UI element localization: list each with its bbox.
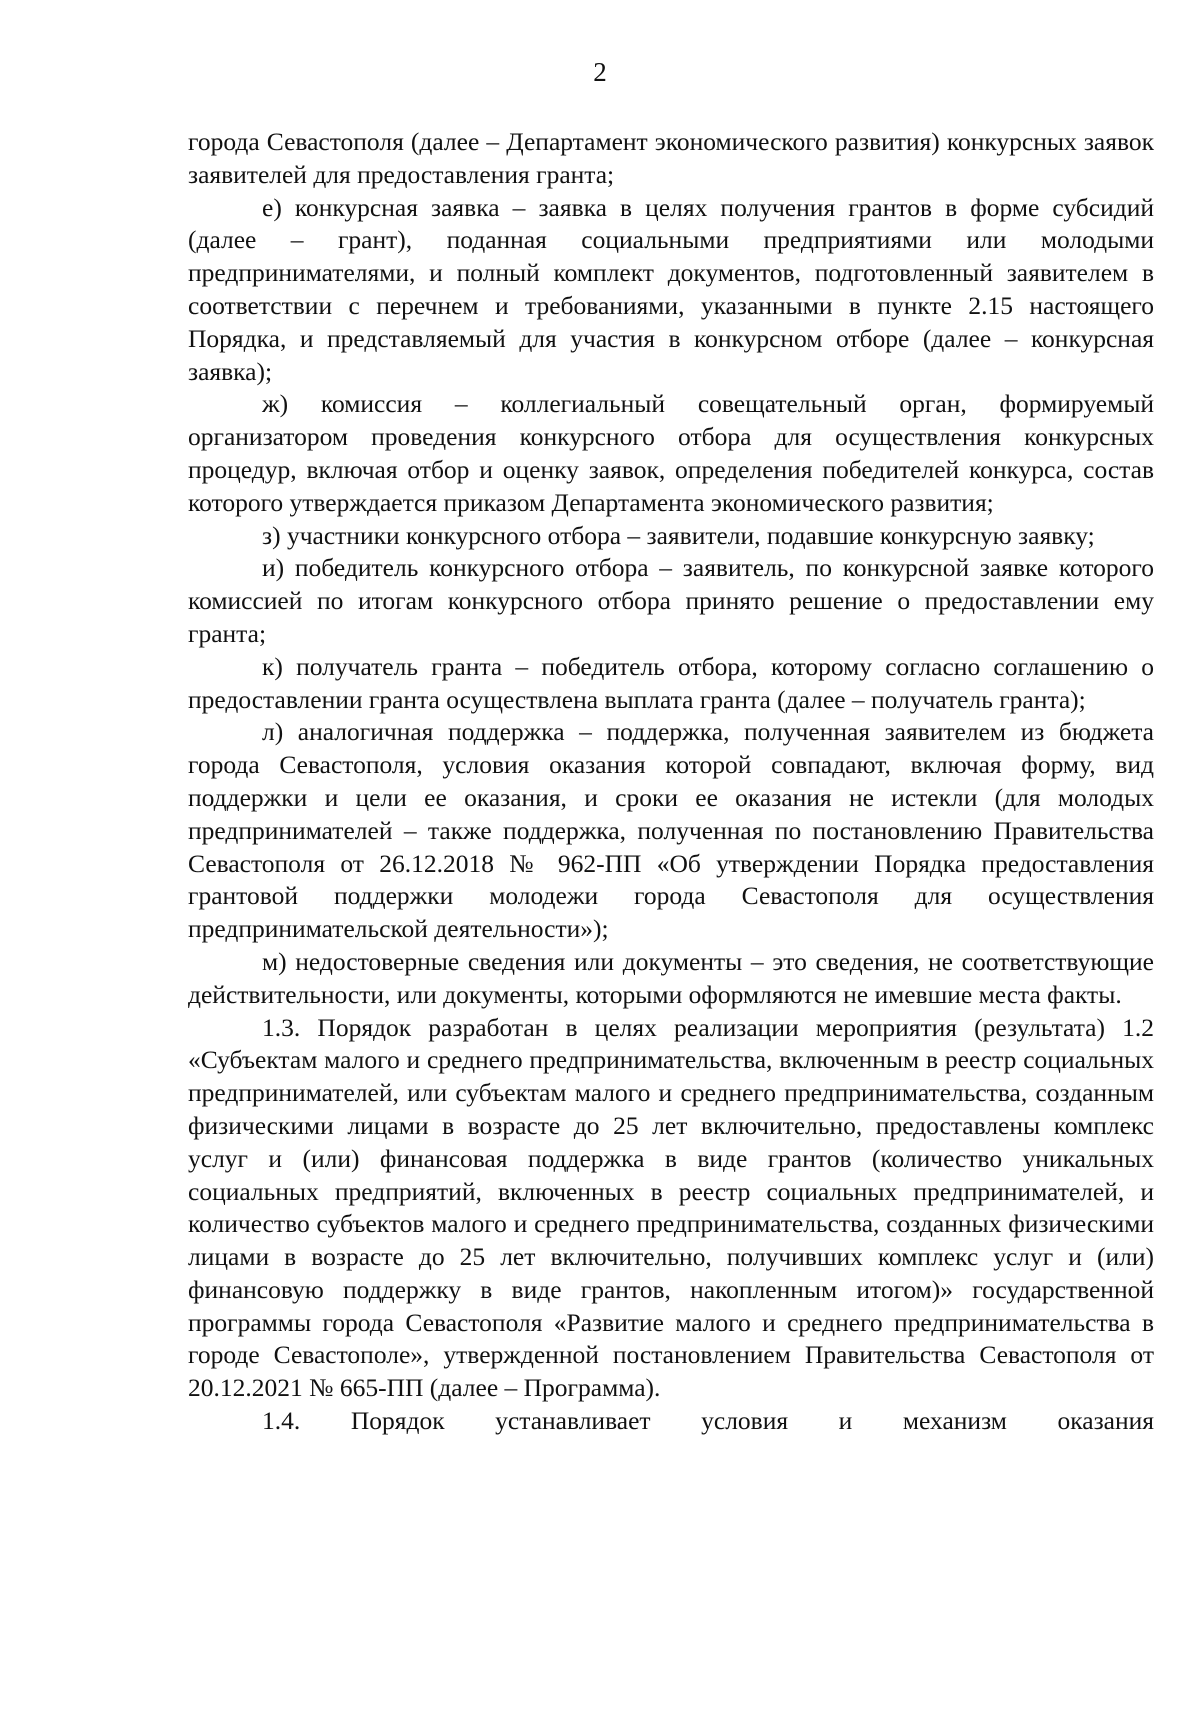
page-number: 2 <box>593 57 607 87</box>
paragraph-1-4: 1.4. Порядок устанавливает условия и механизм оказания <box>262 1406 1154 1436</box>
paragraph-item-i: и) победитель конкурсного отбора – заявитель, по конкурсной заявке которого комиссией по итогам конкурсного отбора принято решение о предоставлении ему гранта; <box>188 553 1154 648</box>
paragraph-item-z: з) участники конкурсного отбора – заявители, подавшие конкурсную заявку; <box>262 520 1095 550</box>
paragraph-1-3: 1.3. Порядок разработан в целях реализации мероприятия (результата) 1.2 «Субъектам малого и среднего предпринимательства, включенным в реестр социальных предпринимателей, или субъектам малого и среднего предпринимательства, созданным физическими лицами в возрасте до 25 лет включительно, предоставлены комплекс услуг и (или) финансовая поддержка в виде грантов (количество уникальных социальных предприятий, включенных в реестр социальных предпринимателей, и количество субъектов малого и среднего предпринимательства, созданных физическими лицами в возрасте до 25 лет включительно, получивших комплекс услуг и (или) финансовую поддержку в виде грантов, накопленным итогом)» государственной программы города Севастополя «Развитие малого и среднего предпринимательства в городе Севастополе», утвержденной постановлением Правительства Севастополя от 20.12.2021 № 665-ПП (далее – Программа). <box>188 1012 1154 1403</box>
paragraph-item-k: к) получатель гранта – победитель отбора, которому согласно соглашению о предоставлении гранта осуществлена выплата гранта (далее – получатель гранта); <box>188 651 1154 714</box>
paragraph-item-m: м) недостоверные сведения или документы – это сведения, не соответствующие действительности, или документы, которыми оформляются не имевшие места факты. <box>188 946 1154 1009</box>
paragraph-item-e: е) конкурсная заявка – заявка в целях получения грантов в форме субсидий (далее – грант), поданная социальными предприятиями или молодыми предпринимателями, и полный комплект документов, подготовленный заявителем в соответствии с перечнем и требованиями, указанными в пункте 2.15 настоящего Порядка, и представляемый для участия в конкурсном отборе (далее – конкурсная заявка); <box>188 192 1154 386</box>
document-body <box>188 126 1154 1438</box>
paragraph-item-zh: ж) комиссия – коллегиальный совещательный орган, формируемый организатором проведения конкурсного отбора для осуществления конкурсных процедур, включая отбор и оценку заявок, определения победителей конкурса, состав которого утверждается приказом Департамента экономического развития; <box>188 389 1154 517</box>
paragraph-item-l: л) аналогичная поддержка – поддержка, полученная заявителем из бюджета города Севастополя, условия оказания которой совпадают, включая форму, вид поддержки и цели ее оказания, и сроки ее оказания не истекли (для молодых предпринимателей – также поддержка, полученная по постановлению Правительства Севастополя от 26.12.2018 № 962-ПП «Об утверждении Порядка предоставления грантовой поддержки молодежи города Севастополя для осуществления предпринимательской деятельности»); <box>188 717 1154 944</box>
paragraph-continuation: города Севастополя (далее – Департамент экономического развития) конкурсных заявок заявителей для предоставления гранта; <box>188 127 1154 189</box>
